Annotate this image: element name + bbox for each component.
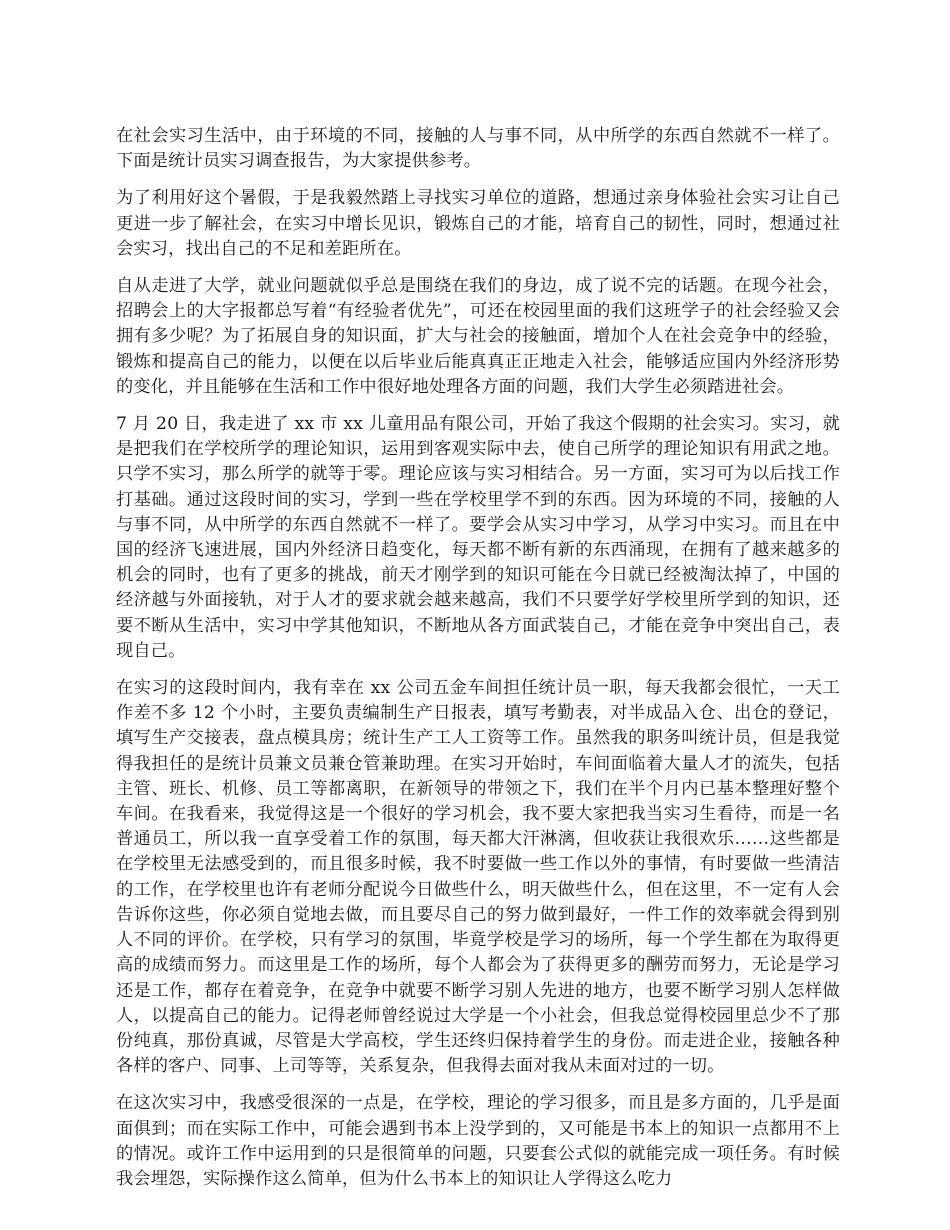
document-body bbox=[116, 124, 840, 1204]
paragraph-purpose: 为了利用好这个暑假，于是我毅然踏上寻找实习单位的道路，想通过亲身体验社会实习让自己更进一步了解社会，在实习中增长见识，锻炼自己的才能，培育自己的韧性，同时，想通过社会实习，找出自己的不足和差距所在。 bbox=[116, 188, 840, 259]
paragraph-internship-start: 7 月 20 日，我走进了 xx 市 xx 儿童用品有限公司，开始了我这个假期的社会实习。实习，就是把我们在学校所学的理论知识，运用到客观实际中去，使自己所学的理论知识有用武之地。只学不实习，那么所学的就等于零。理论应该与实习相结合。另一方面，实习可为以后找工作打基础。通过这段时间的实习，学到一些在学校里学不到的东西。因为环境的不同，接触的人与事不同，从中所学的东西自然就不一样了。要学会从实习中学习，从学习中实习。而且在中国的经济飞速进展，国内外经济日趋变化，每天都不断有新的东西涌现，在拥有了越来越多的机会的同时，也有了更多的挑战，前天才刚学到的知识可能在今日就已经被淘汰掉了，中国的经济越与外面接轨，对于人才的要求就会越来越高，我们不只要学好学校里所学到的知识，还要不断从生活中，实习中学其他知识，不断地从各方面武装自己，才能在竞争中突出自己，表现自己。 bbox=[116, 414, 840, 661]
paragraph-employment: 自从走进了大学，就业问题就似乎总是围绕在我们的身边，成了说不完的话题。在现今社会，招聘会上的大字报都总写着“有经验者优先”，可还在校园里面的我们这班学子的社会经验又会拥有多少呢？为了拓展自身的知识面，扩大与社会的接触面，增加个人在社会竞争中的经验，锻炼和提高自己的能力，以便在以后毕业后能真真正正地走入社会，能够适应国内外经济形势的变化，并且能够在生活和工作中很好地处理各方面的问题，我们大学生必须踏进社会。 bbox=[116, 276, 840, 397]
paragraph-work-duties: 在实习的这段时间内，我有幸在 xx 公司五金车间担任统计员一职，每天我都会很忙，一天工作差不多 12 个小时，主要负责编制生产日报表，填写考勤表，对半成品入仓、出仓的登记，填写生产交接表，盘点模具房；统计生产工人工资等工作。虽然我的职务叫统计员，但是我觉得我担任的是统计员兼文员兼仓管兼助理。在实习开始时，车间面临着大量人才的流失，包括主管、班长、机修、员工等都离职，在新领导的带领之下，我们在半个月内已基本整理好整个车间。在我看来，我觉得这是一个很好的学习机会，我不要大家把我当实习生看待，而是一名普通员工，所以我一直享受着工作的氛围，每天都大汗淋漓，但收获让我很欢乐……这些都是在学校里无法感受到的，而且很多时候，我不时要做一些工作以外的事情，有时要做一些清洁的工作，在学校里也许有老师分配说今日做些什么，明天做些什么，但在这里，不一定有人会告诉你这些，你必须自觉地去做，而且要尽自己的努力做到最好，一件工作的效率就会得到别人不同的评价。在学校，只有学习的氛围，毕竟学校是学习的场所，每一个学生都在为取得更高的成绩而努力。而这里是工作的场所，每个人都会为了获得更多的酬劳而努力，无论是学习还是工作，都存在着竞争，在竞争中就要不断学习别人先进的地方，也要不断学习别人怎样做人，以提高自己的能力。记得老师曾经说过大学是一个小社会，但我总觉得校园里总少不了那份纯真，那份真诚，尽管是大学高校，学生还终归保持着学生的身份。而走进企业，接触各种各样的客户、同事、上司等等，关系复杂，但我得去面对我从未面对过的一切。 bbox=[116, 678, 840, 1077]
paragraph-intro: 在社会实习生活中，由于环境的不同，接触的人与事不同，从中所学的东西自然就不一样了。下面是统计员实习调查报告，为大家提供参考。 bbox=[116, 126, 840, 172]
paragraph-reflection: 在这次实习中，我感受很深的一点是，在学校，理论的学习很多，而且是多方面的，几乎是面面俱到；而在实际工作中，可能会遇到书本上没学到的，又可能是书本上的知识一点都用不上的情况。或许工作中运用到的只是很简单的问题，只要套公式似的就能完成一项任务。有时候我会埋怨，实际操作这么简单，但为什么书本上的知识让人学得这么吃力 bbox=[116, 1093, 840, 1189]
